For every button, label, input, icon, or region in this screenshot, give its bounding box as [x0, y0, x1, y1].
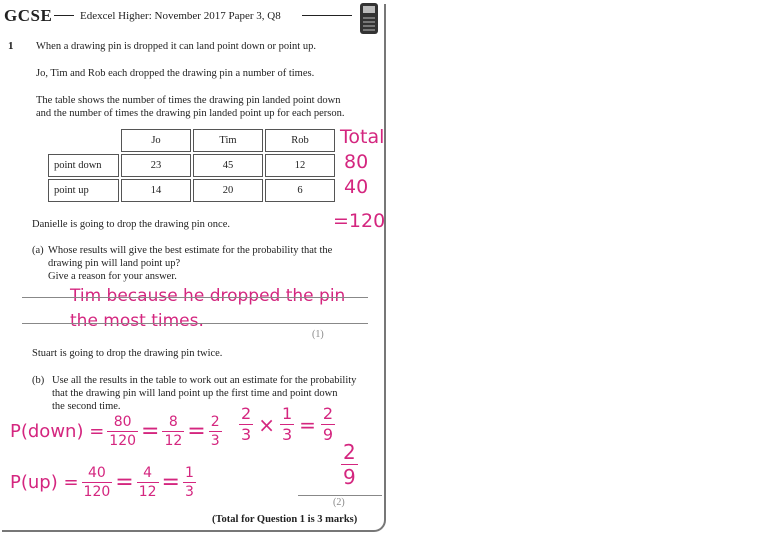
fraction: $\frac{8}{12}$: [164, 414, 183, 449]
part-a-line2: drawing pin will land point up?: [48, 258, 181, 269]
table-cell: 20: [193, 179, 263, 202]
answer-line: [22, 323, 368, 324]
answer-a-line1: Tim because he dropped the pin: [70, 286, 346, 306]
answer-line: [22, 297, 368, 298]
table-header-row: [48, 129, 335, 152]
p-down-working: P(down) = $\frac{80}{120}$ = $\frac{8}{12}$ = $\frac{2}{3}$: [10, 414, 220, 449]
handwritten-total-down: 80: [344, 151, 369, 173]
question-line2: Jo, Tim and Rob each dropped the drawing pin a number of times.: [36, 68, 315, 79]
fraction: $\frac{2}{3}$: [241, 404, 252, 444]
part-a-label: (a): [32, 245, 44, 256]
fraction: $\frac{2}{9}$: [343, 440, 356, 489]
p-down-label: P(down) =: [10, 421, 105, 442]
question-line3a: The table shows the number of times the drawing pin landed point down: [36, 95, 341, 106]
question-line3b: and the number of times the drawing pin landed point up for each person.: [36, 108, 345, 119]
question-intro: When a drawing pin is dropped it can land point down or point up.: [36, 41, 316, 52]
results-table: [46, 127, 337, 204]
answer-line: [298, 495, 382, 496]
part-b-line2: that the drawing pin will land point up the first time and point down: [52, 388, 338, 399]
header-divider-right: [302, 15, 352, 16]
part-b-line3: the second time.: [52, 401, 121, 412]
column-header-jo: Jo: [121, 129, 191, 152]
part-b-line1: Use all the results in the table to work out an estimate for the probability: [52, 375, 357, 386]
part-b-label: (b): [32, 375, 45, 386]
total-marks: (Total for Question 1 is 3 marks): [212, 514, 358, 525]
column-header-rob: Rob: [265, 129, 335, 152]
fraction: $\frac{4}{12}$: [138, 465, 157, 500]
row-label-point-down: point down: [48, 154, 119, 177]
calculator-icon: [360, 3, 378, 34]
gcse-logo: GCSE: [4, 6, 53, 25]
part-a-marks: (1): [312, 329, 324, 340]
question-number: 1: [8, 40, 14, 52]
fraction: $\frac{2}{9}$: [322, 404, 334, 444]
fraction: $\frac{1}{3}$: [281, 404, 293, 444]
part-a-line1: Whose results will give the best estimate for the probability that the: [48, 245, 333, 256]
table-cell: 23: [121, 154, 191, 177]
p-up-label: P(up) =: [10, 472, 79, 493]
final-answer: [338, 442, 361, 487]
fraction: $\frac{1}{3}$: [184, 465, 194, 500]
handwritten-total-up: 40: [344, 176, 369, 198]
danielle-statement: Danielle is going to drop the drawing pin once.: [32, 219, 230, 230]
p-up-working: P(up) = $\frac{40}{120}$ = $\frac{4}{12}$ = $\frac{1}{3}$: [10, 465, 194, 500]
column-header-tim: Tim: [193, 129, 263, 152]
header-divider: [54, 15, 74, 16]
fraction: $\frac{40}{120}$: [83, 465, 111, 500]
handwritten-total-sum: =120: [333, 210, 386, 232]
answer-a-line2: the most times.: [70, 311, 204, 331]
table-cell: 14: [121, 179, 191, 202]
part-b-marks: (2): [333, 497, 345, 508]
handwritten-total-label: Total: [340, 126, 385, 148]
row-label-point-up: point up: [48, 179, 119, 202]
table-cell: 6: [265, 179, 335, 202]
table-row: [48, 179, 335, 202]
stuart-statement: Stuart is going to drop the drawing pin twice.: [32, 348, 223, 359]
paper-title: Edexcel Higher: November 2017 Paper 3, Q8: [80, 10, 281, 22]
table-row: [48, 154, 335, 177]
table-cell: 12: [265, 154, 335, 177]
product-working: $\frac{2}{3}$ × $\frac{1}{3}$ = $\frac{2}{9}$: [241, 404, 334, 444]
table-cell: 45: [193, 154, 263, 177]
fraction: $\frac{2}{3}$: [210, 414, 220, 449]
fraction: $\frac{80}{120}$: [109, 414, 137, 449]
part-a-line3: Give a reason for your answer.: [48, 271, 177, 282]
